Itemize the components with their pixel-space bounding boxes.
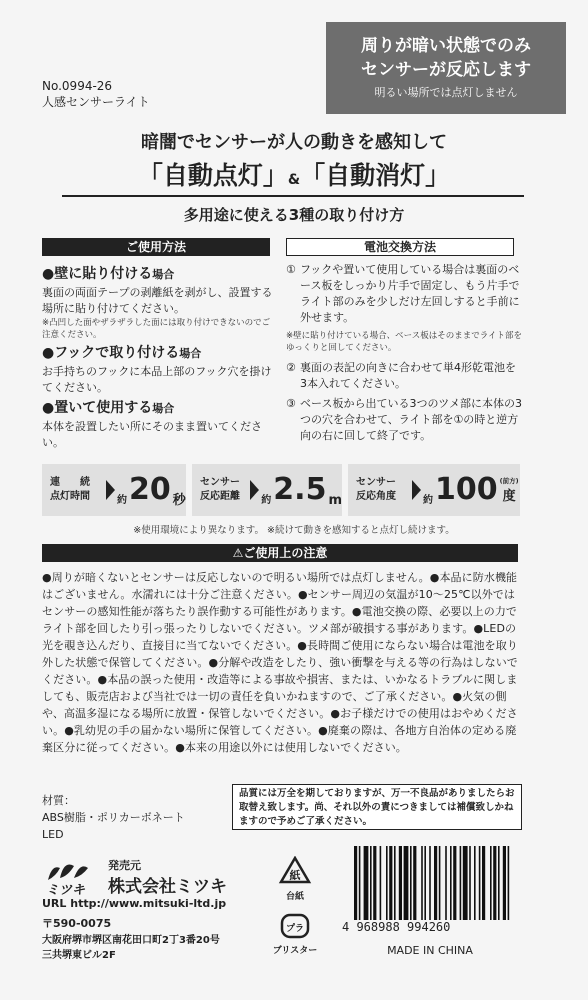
battery-step-3: ③ ベース板から出ている3つのツメ部に本体の3つの穴を合わせて、ライト部を①の時と逆方向の右に回して終了です。 — [286, 397, 523, 442]
barcode-bar — [386, 846, 388, 926]
svg-text:紙: 紙 — [289, 869, 301, 882]
badge-line-2: センサーが反応します — [361, 60, 531, 80]
paper-recycle-icon — [278, 856, 312, 886]
battery-step-1: ① フックや置いて使用している場合は裏面のベース板をしっかり片手で固定し、もう片手でライト部のみを少しだけ左回しすると手前に外せます。 — [286, 263, 520, 324]
headline-line-2 — [0, 156, 588, 192]
barcode-bar — [474, 846, 476, 926]
battery-instructions — [286, 262, 522, 448]
materials: 材質： ABS樹脂・ポリカーボネート LED — [42, 794, 185, 841]
wall-mount-text: 裏面の両面テープの剥離紙を剥がし、設置する場所に貼り付けてください。 — [42, 286, 273, 315]
spec-value: 100 — [435, 472, 498, 507]
auto-on-label: 「自動点灯」 — [137, 161, 288, 190]
barcode-bar — [508, 846, 510, 926]
barcode-bar — [469, 846, 471, 926]
caution-header: ⚠ご使用上の注意 — [42, 544, 518, 562]
barcode-bar — [354, 846, 357, 926]
barcode-bar — [399, 846, 402, 926]
barcode-bar — [389, 846, 392, 926]
plastic-recycle-icon — [278, 912, 312, 940]
barcode-bar — [410, 846, 412, 926]
place-heading: ●置いて使用する場合 — [42, 400, 175, 416]
arrow-icon — [250, 480, 259, 500]
hook-mount-text: お手持ちのフックに本品上部のフック穴を掛けてください。 — [42, 365, 272, 394]
barcode-bar — [503, 846, 506, 926]
distributor-label: 発売元 — [108, 859, 141, 872]
barcode-bar — [394, 846, 396, 926]
barcode-bar — [421, 846, 423, 926]
barcode-bar — [445, 846, 447, 926]
badge-line-3: 明るい場所では点灯しません — [374, 86, 518, 99]
company-url: URL http://www.mitsuki-ltd.jp — [42, 897, 227, 910]
product-number: No.0994-26 — [42, 79, 113, 93]
usage-section-header: ご使用方法 — [42, 238, 270, 256]
barcode-bar — [404, 846, 409, 926]
wall-mount-note: ※凸凹した面やザラザラした面には取り付けできないのでご注意ください。 — [42, 318, 271, 340]
barcode-bar — [463, 846, 468, 926]
barcode-bar — [373, 846, 376, 926]
arrow-icon — [412, 480, 421, 500]
barcode-bar — [479, 846, 481, 926]
barcode-bar — [439, 846, 441, 926]
battery-note: ※壁に貼り付けている場合、ベース板はそのままでライト部をゆっくりと回してください。 — [286, 331, 522, 353]
badge-line-1: 周りが暗い状態でのみ — [361, 36, 531, 56]
country-of-origin: MADE IN CHINA — [387, 944, 473, 957]
caution-body: ●周りが暗くないとセンサーは反応しないので明るい場所では点灯しません。●本品に防水機能はございません。水濡れには十分ご注意ください。●センサー周辺の気温が10～25℃以外ではセンサーの感知性能が落ちたり誤作動する可能性があります。●電池交換の際、必要以上の力でライト部を回したり引っ張ったりしないでください。ツメ部が破損する事があります。●LEDの光を覗き込んだり、直接目に当てないでください。●長時間ご使用にならない場合は電池を取り外した状態で保管してください。●分解や改造をしたり、強い衝撃を与える等の行為はしないでください。●本品の誤った使用・改造等による事故や損害、または、いかなるトラブルに関しましても、販売店および当社では一切の責任を負いかねますので、ご了承ください。●火気の側や、高温多湿になる場所に放置・保管しないでください。●お子様だけでの使用はおやめください。●乳幼児の手の届かない場所に保管してください。●廃棄の際は、各地方自治体の定める廃棄区分に従ってください。●本来の用途以外には使用しないでください。 — [42, 571, 518, 754]
place-text: 本体を設置したい所にそのまま置いてください。 — [42, 420, 262, 449]
spec-light-duration: 連 続 点灯時間 約 20 秒 — [42, 464, 186, 516]
barcode-bar — [490, 846, 492, 926]
headline-line-1: 暗闇でセンサーが人の動きを感知して — [141, 132, 447, 153]
environment-note: ※使用環境により異なります。 ※続けて動きを感知すると点灯し続けます。 — [133, 525, 455, 536]
company-zip: 〒590-0075 — [42, 917, 112, 930]
arrow-icon — [106, 480, 115, 500]
barcode-number: 4 968988 994260 — [340, 920, 520, 934]
battery-section-header: 電池交換方法 — [286, 238, 514, 256]
svg-text:プラ: プラ — [285, 924, 305, 934]
barcode-bar — [460, 846, 462, 926]
barcode-bar — [424, 846, 426, 926]
headline-divider — [62, 195, 524, 197]
barcode-bar — [453, 846, 456, 926]
usage-instructions — [42, 262, 276, 451]
barcode-bar — [493, 846, 496, 926]
barcode-bar — [370, 846, 372, 926]
headline-subtitle: 多用途に使える3種の取り付け方 — [183, 206, 405, 224]
wall-mount-heading: ●壁に貼り付ける場合 — [42, 266, 175, 282]
hook-mount-heading: ●フックで取り付ける場合 — [42, 345, 202, 361]
barcode-bar — [380, 846, 382, 926]
spec-value: 20 — [129, 472, 171, 507]
barcode-bar — [429, 846, 431, 926]
barcode-bar — [434, 846, 437, 926]
auto-off-label: 「自動消灯」 — [300, 161, 451, 190]
company-address-2: 三共堺東ビル2F — [42, 950, 116, 961]
barcode-bar — [450, 846, 452, 926]
ampersand: & — [287, 172, 301, 188]
company-name: 株式会社ミツキ — [108, 877, 227, 897]
mitsuki-logo — [42, 858, 104, 898]
plastic-recycle-mark: プラ ブリスター — [270, 912, 320, 956]
barcode-bar — [413, 846, 416, 926]
barcode-bar — [359, 846, 361, 926]
barcode-bar — [482, 846, 485, 926]
svg-text:ミツキ: ミツキ — [46, 883, 86, 898]
company-address-1: 大阪府堺市堺区南花田口町2丁3番20号 — [42, 935, 220, 946]
barcode-bar — [498, 846, 500, 926]
warranty-notice: 品質には万全を期しておりますが、万一不良品がありましたらお取替え致します。尚、それ以外の責につきましては補償致しかねますので予めご了承ください。 — [232, 784, 522, 830]
spec-sensor-angle: センサー 反応角度 約 100 (前方) 度 — [348, 464, 520, 516]
spec-sensor-distance: センサー 反応距離 約 2.5 m — [192, 464, 342, 516]
sensor-notice-badge — [326, 22, 566, 114]
barcode-bar — [364, 846, 369, 926]
paper-recycle-mark: 紙 台紙 — [270, 856, 320, 902]
battery-step-2: ② 裏面の表記の向きに合わせて単4形乾電池を3本入れてください。 — [286, 361, 516, 390]
product-name: 人感センサーライト — [42, 95, 150, 109]
spec-value: 2.5 — [273, 472, 327, 507]
